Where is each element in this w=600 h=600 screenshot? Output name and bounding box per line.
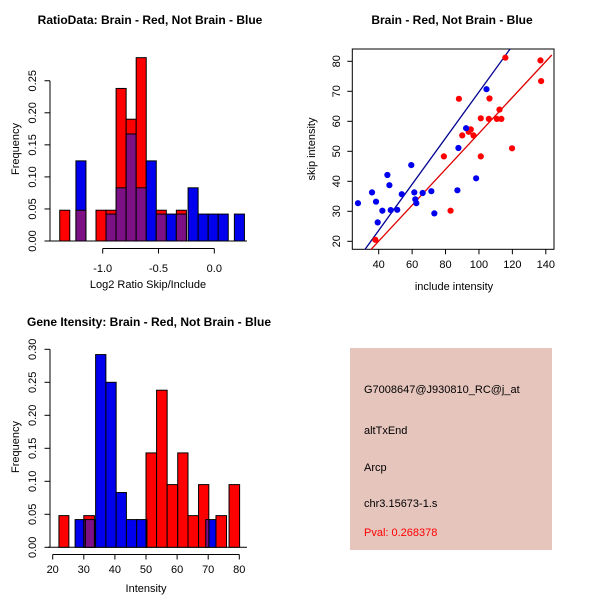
svg-text:0.20: 0.20 — [27, 404, 39, 427]
svg-text:70: 70 — [202, 564, 215, 576]
svg-text:60: 60 — [405, 259, 419, 271]
svg-text:0.00: 0.00 — [27, 536, 39, 559]
svg-text:-1.0: -1.0 — [93, 263, 113, 275]
svg-text:80: 80 — [439, 259, 452, 271]
svg-text:40: 40 — [108, 564, 122, 576]
svg-text:0.15: 0.15 — [27, 134, 39, 156]
ratio-histogram-plot — [0, 0, 300, 300]
scatter-ylabel: skip intensity — [306, 117, 318, 181]
gene-histogram-xlabel: Intensity — [125, 583, 167, 595]
svg-text:50: 50 — [331, 145, 343, 158]
svg-text:0.05: 0.05 — [27, 198, 39, 220]
svg-text:60: 60 — [331, 115, 343, 128]
svg-text:70: 70 — [331, 85, 343, 98]
svg-text:20: 20 — [46, 564, 59, 576]
ratio-histogram-title: RatioData: Brain - Red, Not Brain - Blue — [37, 13, 263, 27]
scatter-title: Brain - Red, Not Brain - Blue — [371, 13, 533, 27]
gene-name-text: Arcp — [364, 462, 387, 474]
svg-text:80: 80 — [331, 55, 343, 68]
svg-text:0.25: 0.25 — [27, 371, 39, 394]
chromosome-location-text: chr3.15673-1.s — [364, 498, 438, 510]
svg-text:40: 40 — [372, 259, 385, 271]
svg-text:30: 30 — [77, 564, 90, 576]
event-type-text: altTxEnd — [364, 425, 408, 437]
svg-text:140: 140 — [536, 259, 555, 271]
svg-text:120: 120 — [503, 259, 522, 271]
info-panel — [350, 348, 552, 550]
svg-text:50: 50 — [139, 564, 153, 576]
scatter-xlabel: include intensity — [414, 281, 494, 293]
svg-text:0.0: 0.0 — [206, 263, 222, 275]
svg-text:0.30: 0.30 — [27, 338, 39, 361]
pval-text: Pval: 0.268378 — [364, 527, 438, 539]
svg-text:100: 100 — [469, 259, 489, 271]
svg-text:0.25: 0.25 — [27, 70, 39, 92]
svg-text:60: 60 — [170, 564, 184, 576]
gene-histogram-ylabel: Frequency — [10, 421, 22, 473]
svg-text:-0.5: -0.5 — [149, 263, 168, 275]
ratio-histogram-xlabel: Log2 Ratio Skip/Include — [89, 279, 207, 291]
svg-text:0.05: 0.05 — [27, 503, 39, 526]
svg-text:0.15: 0.15 — [27, 437, 39, 460]
intensity-scatter-plot — [300, 0, 600, 300]
svg-text:0.10: 0.10 — [27, 470, 39, 493]
svg-text:0.10: 0.10 — [27, 166, 39, 188]
probe-id-text: G7008647@J930810_RC@j_at — [364, 384, 520, 396]
svg-text:0.20: 0.20 — [27, 102, 39, 124]
svg-text:0.00: 0.00 — [27, 230, 39, 252]
gene-histogram-title: Gene Itensity: Brain - Red, Not Brain - Blue — [26, 315, 272, 329]
gene-intensity-histogram-plot — [0, 300, 300, 600]
ratio-histogram-ylabel: Frequency — [10, 123, 22, 175]
svg-text:30: 30 — [331, 205, 343, 218]
svg-text:40: 40 — [331, 175, 343, 188]
svg-text:80: 80 — [233, 564, 246, 576]
svg-text:20: 20 — [331, 235, 343, 248]
